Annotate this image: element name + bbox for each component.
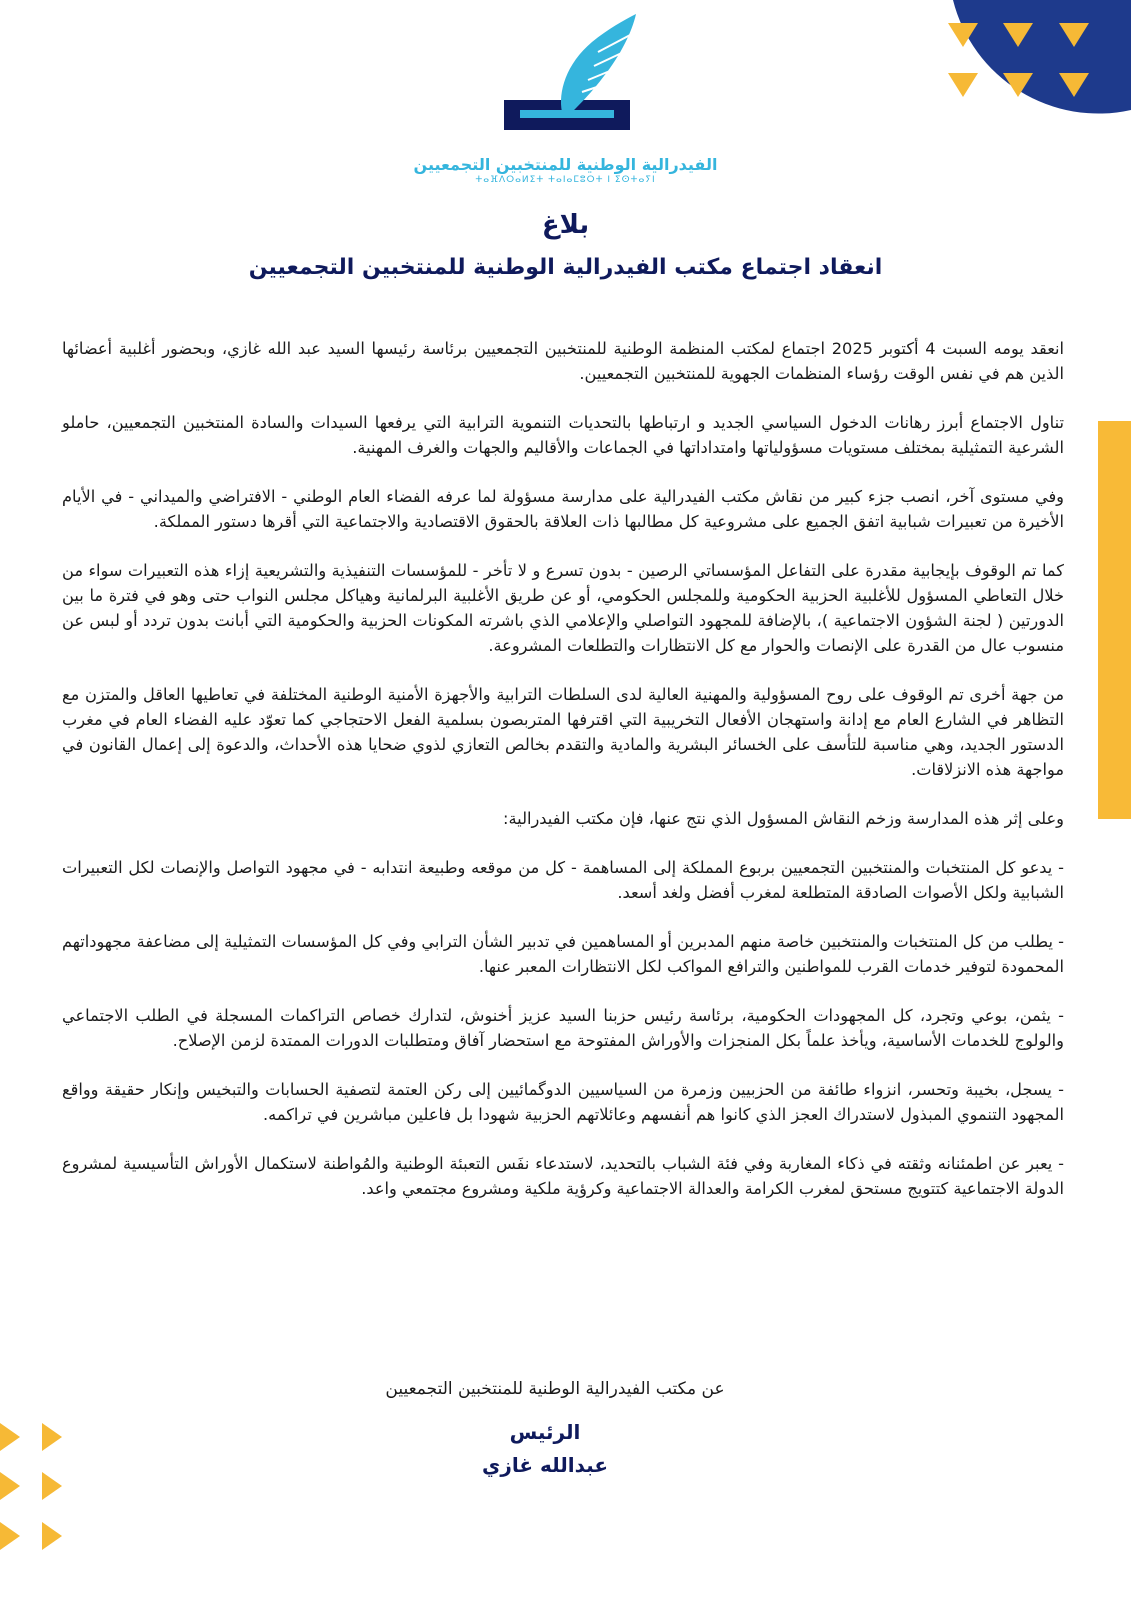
triangle-right-icon <box>42 1522 62 1550</box>
triangle-right-icon <box>42 1423 62 1451</box>
signature-role: الرئيس <box>509 1420 581 1444</box>
triangle-down-icon <box>948 73 978 97</box>
list-item: - يطلب من كل المنتخبات والمنتخبين خاصة منهم المدبرين أو المساهمين في تدبير الشأن الترابي وفي كل المؤسسات التمثيلية إلى مضاعفة مجهوداتهم المحمودة لتوفير خدمات القرب للمواطنين والترافع المواكب لكل الانتظارات المعبر عنها. <box>62 932 1064 976</box>
triangle-right-icon <box>0 1423 20 1451</box>
paragraph: وعلى إثر هذه المدارسة وزخم النقاش المسؤول الذي نتج عنها، فإن مكتب الفيدرالية: <box>503 809 1064 828</box>
wing-ballot-box-icon <box>500 12 650 137</box>
signature-name: عبدالله غازي <box>481 1453 608 1477</box>
paragraph: كما تم الوقوف بإيجابية مقدرة على التفاعل المؤسساتي الرصين - بدون تسرع و لا تأخر - للمؤسسات التنفيذية والتشريعية إزاء هذه التعبيرات سواء من خلال التعاطي المسؤول للأغلبية الحزبية الحكومية وللمجلس الحكومي، أو عن طريق الأغلبية البرلمانية وهياكل مجلس النواب حتى وهو في فترة ما بين الدورتين ( لجنة الشؤون الاجتماعية )، بالإضافة للمجهود التواصلي والإعلامي الذي باشرته المكونات الحزبية والحكومية التي أبانت بدون تردد أو لبس عن منسوب عال من القدرة على الإنصات والحوار مع كل الانتظارات والتطلعات المشروعة. <box>62 561 1064 655</box>
document-title: بلاغ <box>541 210 590 240</box>
logo-name-tifinagh: ⵜⴰⴼⴷⵔⴰⵍⵉⵜ ⵜⴰⵏⴰⵎⵓⵔⵜ ⵏ ⵉⵙⵜⴰⵢⵏ <box>475 175 656 185</box>
triangle-right-icon <box>0 1472 20 1500</box>
list-item: - يسجل، بخيبة وتحسر، انزواء طائفة من الحزبيين وزمرة من السياسيين الدوگمائيين إلى ركن العتمة لتصفية الحسابات والتبخيس وإنكار حقيقة وواقع المجهود التنموي المبذول لاستدراك العجز الذي كانوا هم أنفسهم وعائلاتهم الحزبية شهودا بل فاعلين مباشرين في تراكمه. <box>62 1080 1064 1124</box>
signature-on-behalf: عن مكتب الفيدرالية الوطنية للمنتخبين التجمعيين <box>385 1379 725 1399</box>
paragraph: وفي مستوى آخر، انصب جزء كبير من نقاش مكتب الفيدرالية على مدارسة مسؤولة لما عرفه الفضاء العام الوطني - الافتراضي والميداني - في الأيام الأخيرة من تعبيرات شبابية اتفق الجميع على مشروعية كل مطالبها ذات العلاقة بالحقوق الاقتصادية والاجتماعية التي أقرها دستور المملكة. <box>62 487 1064 531</box>
document-body <box>62 336 1064 1225</box>
paragraph: من جهة أخرى تم الوقوف على روح المسؤولية والمهنية العالية لدى السلطات الترابية والأجهزة الأمنية الوطنية المختلفة في تعاطيها العاقل والمتزن مع التظاهر في الشارع العام مع إدانة واستهجان الأفعال التخريبية التي اقترفها المتربصون بسلمية الفعل الاحتجاجي كما تعوّد عليه الفضاء العام في مغرب الدستور الجديد، وهي مناسبة للتأسف على الخسائر البشرية والمادية والتقدم بخالص التعازي لذوي ضحايا هذه الأحداث، والدعوة إلى إعمال القانون في مواجهة هذه الانزلاقات. <box>62 685 1064 779</box>
paragraph: انعقد يومه السبت 4 أكتوبر 2025 اجتماع لمكتب المنظمة الوطنية للمنتخبين التجمعيين برئاسة رئيسها السيد عبد الله غازي، وبحضور أغلبية أعضائها الذين هم في نفس الوقت رؤساء المنظمات الجهوية للمنتخبين التجمعيين. <box>62 339 1065 383</box>
list-item: - يثمن، بوعي وتجرد، كل المجهودات الحكومية، برئاسة رئيس حزبنا السيد عزيز أخنوش، لتدارك خصاص التراكمات المسجلة في الطلب الاجتماعي والولوج للخدمات الأساسية، ويأخذ علماً بكل المنجزات والأوراش المفتوحة مع استحضار آفاق ومتطلبات الدورات الممتدة لزمن الإصلاح. <box>62 1006 1064 1050</box>
decorative-side-bar <box>1098 421 1131 819</box>
corner-decoration <box>931 0 1131 140</box>
logo-text <box>300 155 831 185</box>
triangle-right-icon <box>0 1522 20 1550</box>
list-item: - يعبر عن اطمئنانه وثقته في ذكاء المغاربة وفي فئة الشباب بالتحديد، لاستدعاء نفَس التعبئة الوطنية والمُواطنة لاستكمال الأوراش التأسيسية لمشروع الدولة الاجتماعية كتتويج مستحق لمغرب الكرامة والعدالة الاجتماعية وكرؤية ملكية ومشروع مجتمعي واعد. <box>62 1154 1064 1198</box>
logo-name-arabic: الفيدرالية الوطنية للمنتخبين التجمعيين <box>413 155 718 174</box>
document-subtitle: انعقاد اجتماع مكتب الفيدرالية الوطنية للمنتخبين التجمعيين <box>248 255 883 280</box>
list-item: - يدعو كل المنتخبات والمنتخبين التجمعيين بربوع المملكة إلى المساهمة - كل من موقعه وطبيعة انتدابه - في مجهود التواصل والإنصات لكل التعبيرات الشبابية ولكل الأصوات الصادقة المتطلعة لمغرب أفضل ولغد أسعد. <box>62 858 1064 902</box>
paragraph: تناول الاجتماع أبرز رهانات الدخول السياسي الجديد و ارتباطها بالتحديات التنموية الترابية التي يرفعها السيدات والسادة المنتخبين التجمعيين، حاملو الشرعية التمثيلية بمختلف مستويات مسؤولياتها وامتداداتها في الجماعات والأقاليم والجهات والغرف المهنية. <box>62 413 1064 457</box>
triangle-right-icon <box>42 1472 62 1500</box>
decorative-circle <box>953 0 1131 114</box>
